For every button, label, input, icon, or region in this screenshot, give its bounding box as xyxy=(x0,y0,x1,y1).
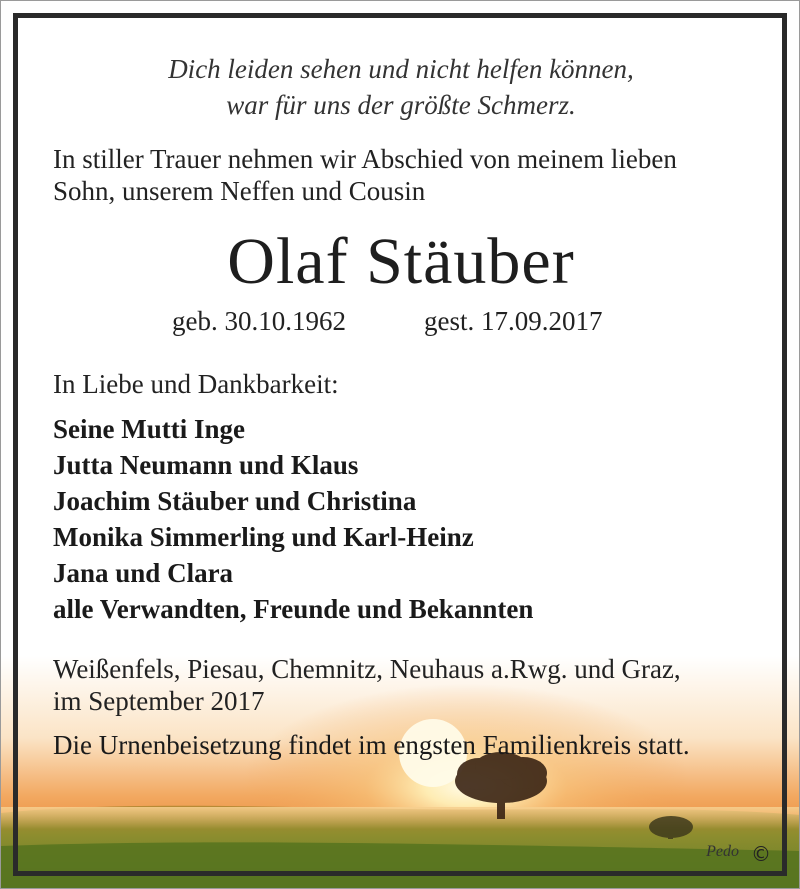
mourner-name: Jutta Neumann und Klaus xyxy=(53,450,359,480)
death-date: gest. 17.09.2017 xyxy=(424,306,603,336)
obituary-content xyxy=(1,1,800,889)
quote-line-1: Dich leiden sehen und nicht helfen können, xyxy=(168,54,634,84)
artist-signature: Pedo xyxy=(706,843,739,860)
copyright-icon: © xyxy=(751,842,771,866)
quote-line-2: war für uns der größte Schmerz. xyxy=(226,90,576,120)
burial-note: Die Urnenbeisetzung findet im engsten Familienkreis statt. xyxy=(53,730,690,760)
mourners-heading: In Liebe und Dankbarkeit: xyxy=(53,369,339,399)
mourner-name: Jana und Clara xyxy=(53,558,234,588)
deceased-name: Olaf Stäuber xyxy=(227,225,575,298)
mourner-name: Joachim Stäuber und Christina xyxy=(53,486,417,516)
birth-date: geb. 30.10.1962 xyxy=(172,306,346,336)
mourner-name: Seine Mutti Inge xyxy=(53,414,245,444)
mourner-name: Monika Simmerling und Karl-Heinz xyxy=(53,522,474,552)
intro-line-1: In stiller Trauer nehmen wir Abschied von meinem lieben xyxy=(53,144,677,174)
mourner-name: alle Verwandten, Freunde und Bekannten xyxy=(53,594,534,624)
intro-line-2: Sohn, unserem Neffen und Cousin xyxy=(53,176,426,206)
place-line-1: Weißenfels, Piesau, Chemnitz, Neuhaus a.Rwg. und Graz, xyxy=(53,654,681,684)
place-line-2: im September 2017 xyxy=(53,686,265,716)
